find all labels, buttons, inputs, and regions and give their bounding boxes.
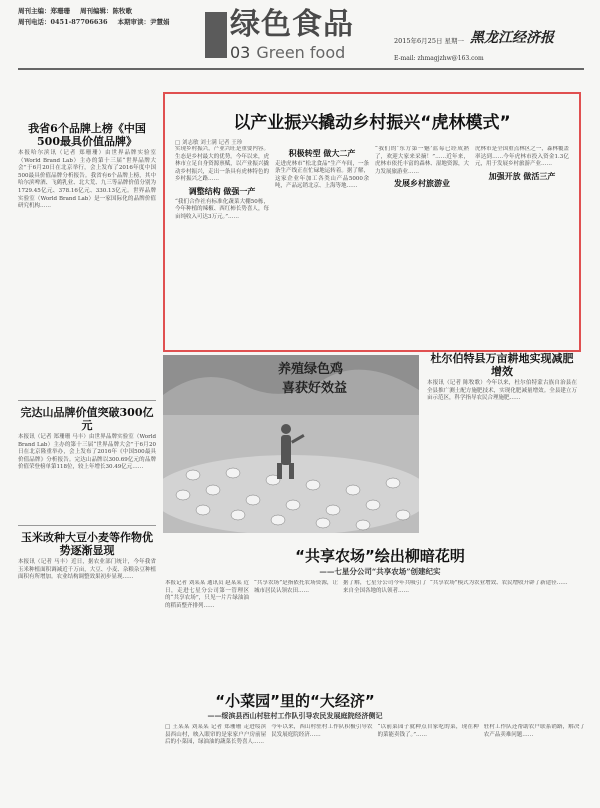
featured-col1-text2: “我们合作社有标准化蔬菜大棚50栋，今年种植的辣椒、西红柿长势喜人，每亩纯收入可达3万元。”…… xyxy=(175,198,269,220)
divider xyxy=(18,525,156,526)
newspaper-logo: 黑龙江经济报 xyxy=(470,30,554,46)
right-text: 本报讯（记者 陈牧歌）今年以来，杜尔伯特蒙古族自治县在全县推广测土配方施肥技术，实现化肥减量增效。全县建立万亩示范区，科学指导农民合理施肥…… xyxy=(427,380,577,402)
section3-subtitle: ——绥滨县西山村驻村工作队引导农民发展庭院经济侧记 xyxy=(207,711,383,720)
section2-right-column: “共享农场”模式为农业增效、农民增收开辟了新途径…… xyxy=(430,580,568,586)
section-subtitle xyxy=(230,44,345,62)
left-column-2 xyxy=(18,395,156,472)
section3-col-4: 驻村工作队还帮助农户联系销路，解决了农产品卖难问题…… xyxy=(483,724,585,738)
section-bar xyxy=(205,12,227,58)
editor-in-chief: 周刊主编：郑珊珊 xyxy=(18,7,70,15)
featured-col4-text: 虎林市是全国重点林区之一，森林覆盖率达到……今年虎林市投入资金1.3亿元，用于发展乡村旅游产业…… xyxy=(475,146,569,168)
issue-date: 2015年6月25日 星期一 xyxy=(394,37,465,45)
section-title: 绿色食品 xyxy=(230,7,354,42)
story1-headline: 我省6个品牌上榜《中国500最具价值品牌》 xyxy=(28,122,146,148)
section3-col-1: □ 王某某 刘某某 记者 郑珊珊 走进绥滨县西山村，映入眼帘的是家家户户房前屋后的小菜园，绿油油的蔬菜长势喜人…… xyxy=(165,724,267,746)
story3-text: 本报讯（记者 马丰）近日，据农业部门统计，今年我省玉米种植面积调减近千万亩，大豆、小麦、杂粮杂豆种植面积有所增加。农业结构调整效果初步显现…… xyxy=(18,559,156,581)
section3-col-2: 今年以来，西山村驻村工作队积极引导农民发展庭院经济…… xyxy=(271,724,373,738)
email: E-mail: zhmagjzhw@163.com xyxy=(394,55,484,62)
featured-col3-text: “我们的‘东方第一魅’蓝莓已经成熟了，欢迎大家来采摘！”……近年来，虎林市依托丰富的森林、湿地资源，大力发展旅游业…… xyxy=(375,146,469,175)
featured-col-1 xyxy=(175,146,269,342)
featured-subhead-1: 调整结构 做强一产 xyxy=(188,185,256,196)
story2-headline: 完达山品牌价值突破300亿元 xyxy=(20,406,154,432)
featured-article-box xyxy=(163,92,581,352)
divider xyxy=(18,400,156,401)
left-column-3 xyxy=(18,520,156,582)
featured-col-2 xyxy=(275,146,369,342)
featured-title: 以产业振兴撬动乡村振兴“虎林模式” xyxy=(233,113,511,133)
photo-caption xyxy=(278,358,347,396)
proofreader: 本期审读：尹慧娟 xyxy=(117,18,170,26)
section3-columns xyxy=(165,724,585,800)
phone: 周刊电话：0451-87706636 xyxy=(18,18,108,26)
featured-col1-text: 实现乡村振兴，产业兴旺是重要内容。生态是乡村最大的优势。今年以来，虎林市立足自身资源禀赋，以产业振兴撬动乡村振兴，走出一条具有虎林特色的乡村振兴之路…… xyxy=(175,146,269,183)
featured-subhead-4: 加强开放 做活三产 xyxy=(488,170,556,181)
section-english: Green food xyxy=(256,43,346,62)
left-column xyxy=(18,122,156,211)
section2-col-1: 本报记者 刘某某 通讯员 赵某某 近日，走进七星分公司第一管理区的“共享农场”，只见一片片绿油油的稻苗整齐排列…… xyxy=(165,580,249,609)
section3-title: “小菜园”里的“大经济” xyxy=(215,692,375,710)
section2-columns xyxy=(165,580,427,683)
photo-caption-line1: 养殖绿色鸡 xyxy=(278,362,344,377)
right-column xyxy=(427,352,577,403)
section2-subtitle: ——七星分公司“共享农场”创建纪实 xyxy=(319,567,441,576)
featured-col-3 xyxy=(375,146,469,342)
section2-title: “共享农场”绘出柳暗花明 xyxy=(295,547,465,565)
section-number: 03 xyxy=(230,43,251,62)
story2-text: 本报讯（记者 郑珊珊 马丰）由世界品牌实验室（World Brand Lab）主办的第十三届“世界品牌大会”于6月20日在北京隆重举办，会上发布了2016年《中国500最具价值品牌》分析报告。完达山品牌以300.69亿元的品牌价值荣登榜单第118位，较上年增长30.49亿元…… xyxy=(18,434,156,471)
photo-caption-line2: 喜获好效益 xyxy=(282,381,348,396)
featured-col2-text: 走进虎林市“松北食品”生产车间，一条条生产线正在忙碌地运转着。据了解，这家企业年加工各类山产品5000余吨，产品远销北京、上海等地…… xyxy=(275,160,369,190)
featured-columns xyxy=(175,146,569,342)
header-info xyxy=(18,6,208,42)
featured-col-4 xyxy=(475,146,569,342)
story1-text: 本报哈尔滨讯（记者 郑珊珊）由世界品牌实验室（World Brand Lab）主办的第十三届“世界品牌大会”于6月20日在北京举行，会上发布了2016年度中国500最具价值品牌分析报告。我省有6个品牌上榜，其中哈尔滨啤酒、飞鹤乳业、北大荒、九三等品牌价值分别为1729.45亿元、378.16亿元、330.13亿元。世界品牌实验室（World Brand Lab）是一家国际化的品牌价值研究机构…… xyxy=(18,150,156,210)
section3-col-3: “以前菜园子就种点自家吃的菜，现在种的菜能卖钱了。”…… xyxy=(377,724,479,738)
section2-col-3: 据了解，七星分公司今年共吸引了来自全国各地的认领者…… xyxy=(343,580,427,594)
editor: 周刊编辑：陈牧歌 xyxy=(80,7,132,15)
featured-subhead-2: 积极转型 做大二产 xyxy=(288,148,356,158)
featured-subhead-3: 发展乡村旅游业 xyxy=(394,178,450,189)
section2-col-2: “共享农场”是指依托农场资源，让城市居民认领农田…… xyxy=(254,580,338,594)
right-headline: 杜尔伯特县万亩耕地实现减肥增效 xyxy=(430,352,574,378)
featured-byline: □ 刘志敏 刘士满 记者 王珍 xyxy=(175,140,243,146)
header-rule xyxy=(18,68,584,70)
story3-headline: 玉米改种大豆小麦等作物优势逐渐显现 xyxy=(21,531,153,557)
